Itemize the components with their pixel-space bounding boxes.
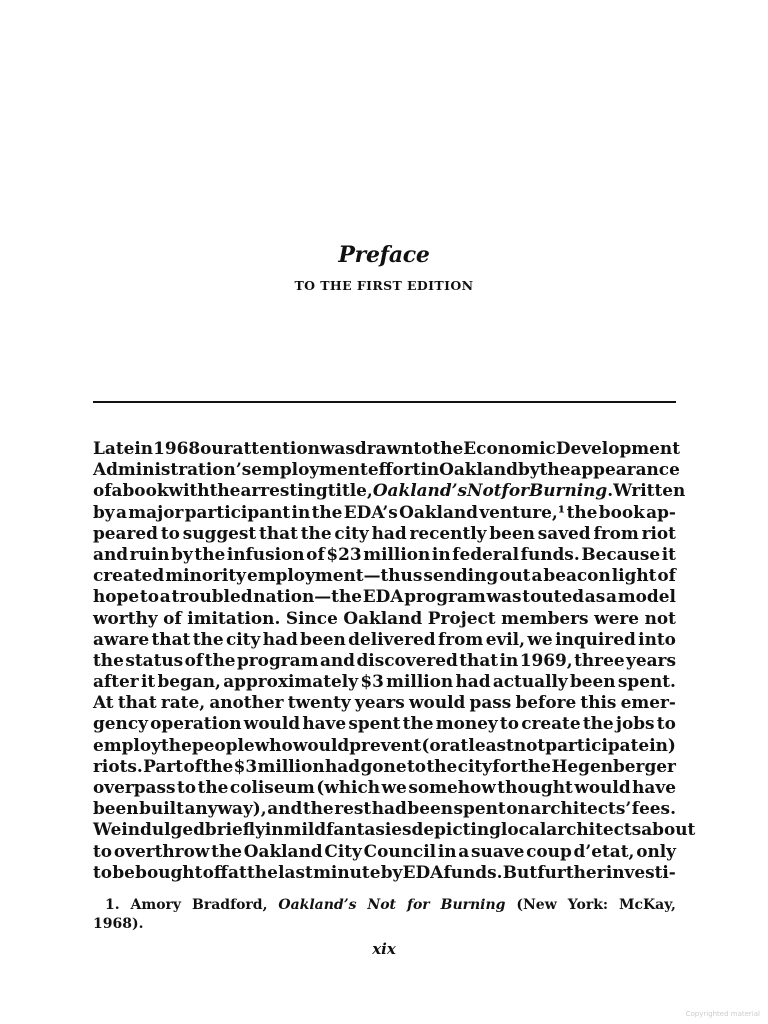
body-line: At that rate, another twenty years would pass before this emer- — [93, 692, 676, 713]
divider-rule — [93, 401, 676, 403]
body-line: Administration’s employment effort in Oakland by the appearance — [93, 459, 680, 480]
body-line: worthy of imitation. Since Oakland Project members were not — [93, 607, 676, 628]
body-line: riots. Part of the $3 million had gone to the city for the Hegenberger — [93, 755, 676, 776]
body-paragraph — [93, 438, 696, 883]
footnote — [93, 896, 676, 934]
body-line: and ruin by the infusion of $23 million in federal funds. Because it — [93, 543, 676, 564]
body-line: of a book with the arresting title, Oakland’s Not for Burning. Written — [93, 480, 686, 501]
body-line: gency operation would have spent the money to create the jobs to — [93, 713, 676, 734]
footnote-line-2: 1968). — [93, 916, 144, 932]
body-line: overpass to the coliseum (which we somehow thought would have — [93, 777, 676, 797]
body-line: peared to suggest that the city had recently been saved from riot — [93, 522, 676, 543]
copyright-watermark: Copyrighted material — [685, 1010, 760, 1018]
body-line: to be bought off at the last minute by EDA funds. But further investi- — [93, 861, 676, 882]
footnote-line-1: 1. Amory Bradford, Oakland’s Not for Burning (New York: McKay, — [105, 897, 676, 913]
page-number: xix — [372, 940, 396, 958]
body-line: created minority employment—thus sending out a beacon light of — [93, 565, 676, 586]
body-line: by a major participant in the EDA’s Oakland venture,¹ the book ap- — [93, 501, 676, 522]
body-line: the status of the program and discovered that in 1969, three years — [93, 649, 676, 670]
body-line: after it began, approximately $3 million had actually been spent. — [93, 671, 676, 692]
body-line: to overthrow the Oakland City Council in a suave coup d’etat, only — [93, 840, 676, 861]
body-line: Late in 1968 our attention was drawn to the Economic Development — [93, 438, 680, 458]
page-subtitle: TO THE FIRST EDITION — [294, 278, 474, 293]
body-line: employ the people who would prevent (or at least not participate in) — [93, 734, 676, 755]
body-line: We indulged briefly in mild fantasies depicting local architects about — [93, 819, 696, 840]
page-title: Preface — [338, 242, 430, 268]
body-line: hope to a troubled nation—the EDA program was touted as a model — [93, 586, 676, 607]
body-line: been built anyway), and the rest had been spent on architects’ fees. — [93, 798, 676, 819]
body-line: aware that the city had been delivered from evil, we inquired into — [93, 628, 676, 649]
